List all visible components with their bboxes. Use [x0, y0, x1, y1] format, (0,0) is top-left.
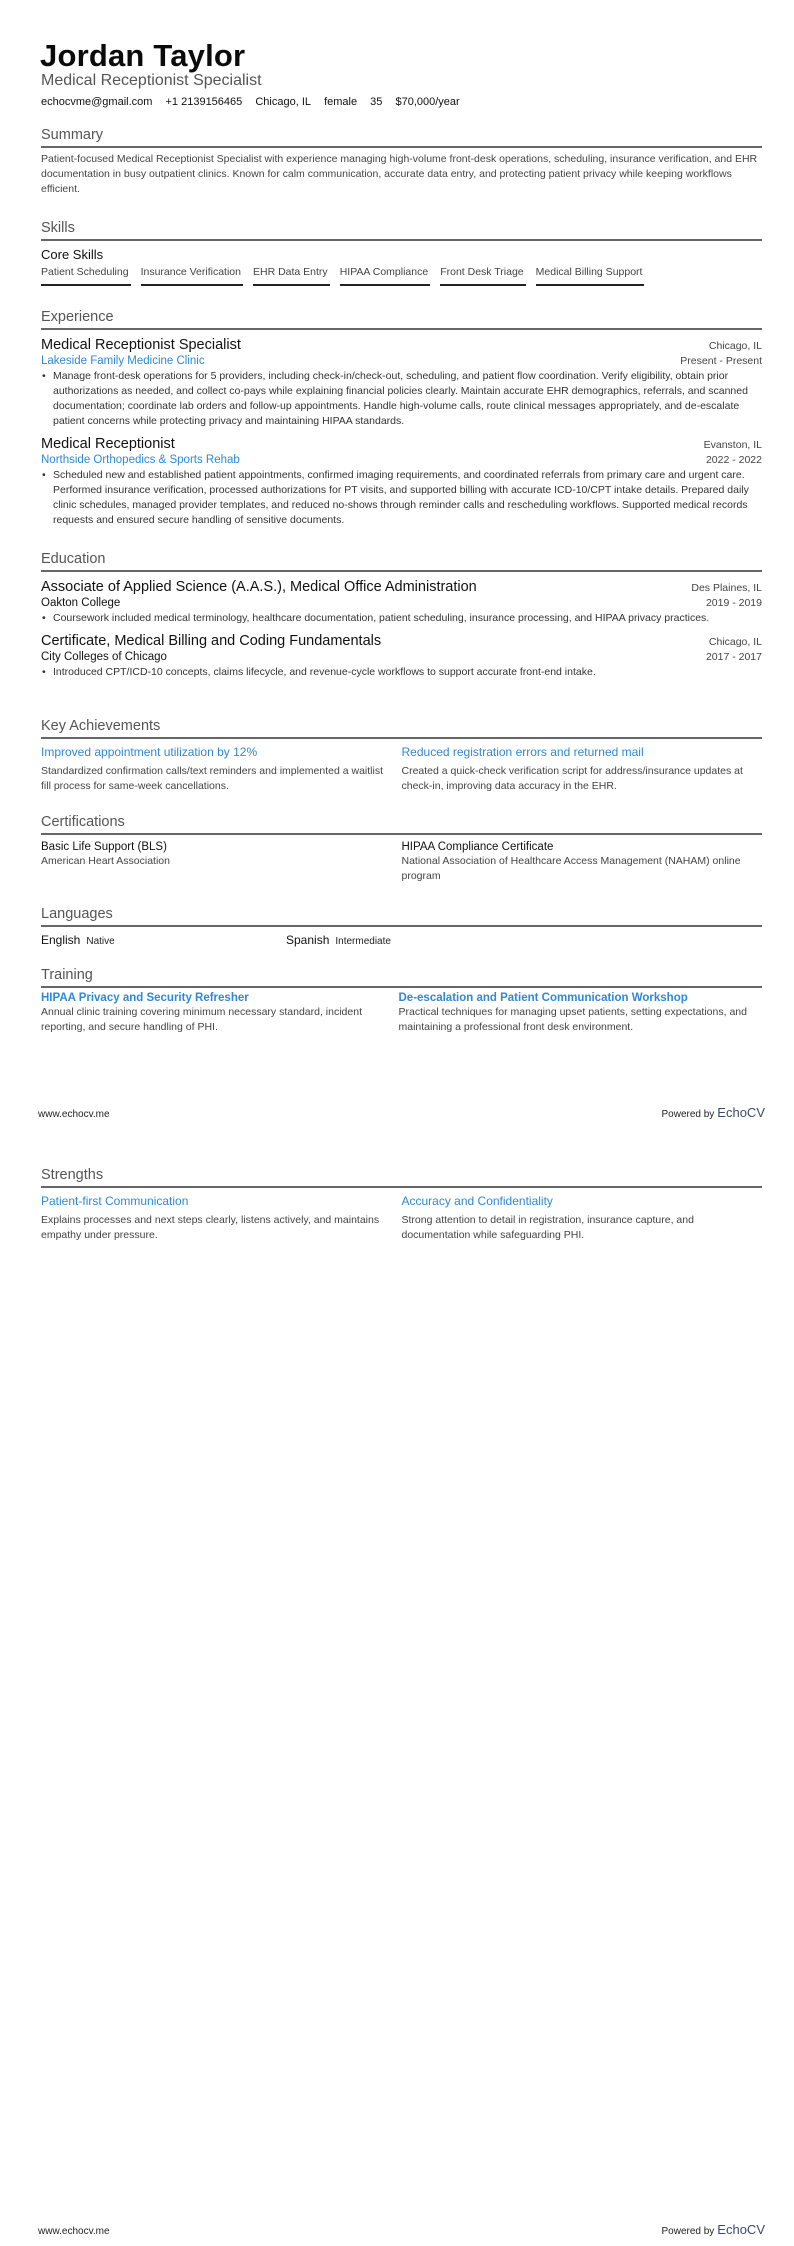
education-section	[41, 551, 762, 680]
achievement-title: Improved appointment utilization by 12%	[41, 745, 258, 759]
certifications-section	[41, 814, 762, 884]
certification-issuer: National Association of Healthcare Access Management (NAHAM) online program	[401, 855, 741, 882]
section-title: Summary	[41, 127, 762, 148]
education-dates: 2019 - 2019	[705, 597, 762, 609]
certification-title: HIPAA Compliance Certificate	[401, 841, 554, 853]
language-level: Native	[86, 936, 115, 947]
section-title: Skills	[41, 220, 762, 241]
education-entry	[41, 633, 762, 680]
skill-tag: Insurance Verification	[141, 266, 243, 286]
strength-title: Accuracy and Confidentiality	[401, 1194, 553, 1208]
bullet-icon: •	[42, 370, 46, 382]
degree-title: Associate of Applied Science (A.A.S.), Medical Office Administration	[41, 579, 477, 595]
skill-tag: HIPAA Compliance	[340, 266, 431, 286]
powered-by: Powered by EchoCV	[661, 1105, 765, 1120]
skill-tag: Medical Billing Support	[536, 266, 645, 286]
training-desc: Practical techniques for managing upset patients, setting expectations, and maintaining a professional front desk environment.	[398, 1006, 747, 1033]
experience-entry	[41, 337, 762, 429]
job-location: Chicago, IL	[708, 340, 762, 352]
job-title: Medical Receptionist Specialist	[41, 337, 241, 353]
contact-phone[interactable]: +1 2139156465	[165, 96, 243, 108]
language-item	[41, 933, 286, 947]
resume-page-2	[0, 1135, 794, 2246]
skills-group-title: Core Skills	[41, 247, 104, 262]
summary-section	[41, 127, 762, 197]
job-dates: 2022 - 2022	[705, 454, 762, 466]
language-name: English	[41, 933, 81, 947]
candidate-headline: Medical Receptionist Specialist	[41, 72, 262, 89]
section-title: Languages	[41, 906, 762, 927]
company-name: Northside Orthopedics & Sports Rehab	[41, 454, 240, 466]
training-item	[399, 992, 760, 1035]
language-level: Intermediate	[335, 936, 391, 947]
bullet-icon: •	[42, 612, 46, 624]
footer-url-link[interactable]: www.echocv.me	[38, 1109, 110, 1120]
job-title: Medical Receptionist	[41, 436, 175, 452]
education-bullet: • Introduced CPT/ICD-10 concepts, claims lifecycle, and revenue-cycle workflows to support accurate front-end intake.	[42, 666, 596, 678]
contact-info	[41, 96, 470, 108]
strength-title: Patient-first Communication	[41, 1194, 189, 1208]
languages-section	[41, 906, 762, 947]
achievement-desc: Created a quick-check verification script for address/insurance updates at check-in, improving data accuracy in the EHR.	[401, 765, 743, 792]
job-bullet: • Manage front-desk operations for 5 providers, including check-in/check-out, scheduling, and patient flow coordination. Verify eligibility, obtain prior authorizations as needed, and collect co-pays while explaining financial policies clearly. Maintain accurate EHR demographics, referrals, and scanned documentation; coordinate lab orders and follow-up appointments. Handle high-volume calls, route clinical messages appropriately, and de-escalate patient concerns while protecting privacy and maintaining HIPAA standards.	[42, 370, 748, 427]
achievement-title: Reduced registration errors and returned mail	[401, 745, 644, 759]
training-title: De-escalation and Patient Communication Workshop	[398, 992, 688, 1004]
strength-item	[41, 1194, 402, 1243]
training-title: HIPAA Privacy and Security Refresher	[41, 992, 249, 1004]
powered-by: Powered by EchoCV	[661, 2222, 765, 2237]
section-title: Training	[41, 967, 762, 988]
brand-logo[interactable]: EchoCV	[717, 2222, 765, 2237]
experience-entry	[41, 436, 762, 528]
bullet-icon: •	[42, 666, 46, 678]
strengths-section	[41, 1167, 762, 1243]
section-title: Key Achievements	[41, 718, 762, 739]
school-name: City Colleges of Chicago	[41, 651, 167, 663]
training-desc: Annual clinic training covering minimum necessary standard, incident reporting, and secure handling of PHI.	[41, 1006, 362, 1033]
section-title: Certifications	[41, 814, 762, 835]
contact-location: Chicago, IL	[255, 96, 311, 108]
certification-title: Basic Life Support (BLS)	[41, 841, 167, 853]
section-title: Experience	[41, 309, 762, 330]
experience-section	[41, 309, 762, 528]
skill-tag: Front Desk Triage	[440, 266, 525, 286]
contact-email[interactable]: echocvme@gmail.com	[41, 96, 153, 108]
school-name: Oakton College	[41, 597, 121, 609]
achievements-section	[41, 718, 762, 794]
education-dates: 2017 - 2017	[705, 651, 762, 663]
education-bullet: • Coursework included medical terminology, healthcare documentation, patient scheduling, insurance processing, and HIPAA privacy practices.	[42, 612, 710, 624]
company-name: Lakeside Family Medicine Clinic	[41, 355, 205, 367]
certification-item	[402, 841, 763, 884]
footer-url-link[interactable]: www.echocv.me	[38, 2226, 110, 2237]
skill-tag: EHR Data Entry	[253, 266, 330, 286]
certification-item	[41, 841, 402, 884]
education-entry	[41, 579, 762, 626]
training-item	[41, 992, 402, 1035]
contact-age: 35	[370, 96, 383, 108]
strength-item	[402, 1194, 763, 1243]
skills-list	[41, 266, 762, 286]
contact-gender: female	[324, 96, 358, 108]
bullet-icon: •	[42, 469, 46, 481]
summary-text: Patient-focused Medical Receptionist Specialist with experience managing high-volume front-desk operations, scheduling, insurance verification, and EHR documentation in busy outpatient clinics. Known for calm communication, accurate data entry, and protecting patient privacy while keeping workflows efficient.	[41, 153, 758, 195]
certification-issuer: American Heart Association	[41, 855, 170, 867]
achievement-desc: Standardized confirmation calls/text reminders and implemented a waitlist fill process for same-week cancellations.	[41, 765, 383, 792]
skills-section	[41, 220, 762, 286]
brand-logo[interactable]: EchoCV	[717, 1105, 765, 1120]
degree-title: Certificate, Medical Billing and Coding Fundamentals	[41, 633, 382, 649]
training-section	[41, 967, 762, 1035]
skill-tag: Patient Scheduling	[41, 266, 131, 286]
page-footer	[38, 2221, 765, 2239]
strength-desc: Strong attention to detail in registration, insurance capture, and documentation while safeguarding PHI.	[401, 1214, 694, 1241]
job-dates: Present - Present	[680, 355, 762, 367]
contact-salary: $70,000/year	[395, 96, 460, 108]
language-item	[286, 933, 531, 947]
job-bullet: • Scheduled new and established patient appointments, confirmed imaging requirements, and coordinated referrals from primary care and urgent care. Performed insurance verification, processed authorizations for PT visits, and supported billing with accurate ICD-10/CPT intake details. Prepared daily clinic schedules, managed provider templates, and reduced no-shows through reminder calls and rescheduling workflows. Supported medical records requests and ensured secure handling of sensitive documents.	[42, 469, 749, 526]
language-name: Spanish	[286, 933, 330, 947]
section-title: Strengths	[41, 1167, 762, 1188]
school-location: Chicago, IL	[708, 636, 762, 648]
job-location: Evanston, IL	[703, 439, 762, 451]
section-title: Education	[41, 551, 762, 572]
achievement-item	[402, 745, 763, 794]
school-location: Des Plaines, IL	[691, 582, 762, 594]
strength-desc: Explains processes and next steps clearly, listens actively, and maintains empathy under pressure.	[41, 1214, 380, 1241]
page-footer	[38, 1104, 765, 1122]
achievement-item	[41, 745, 402, 794]
candidate-name: Jordan Taylor	[40, 38, 246, 73]
